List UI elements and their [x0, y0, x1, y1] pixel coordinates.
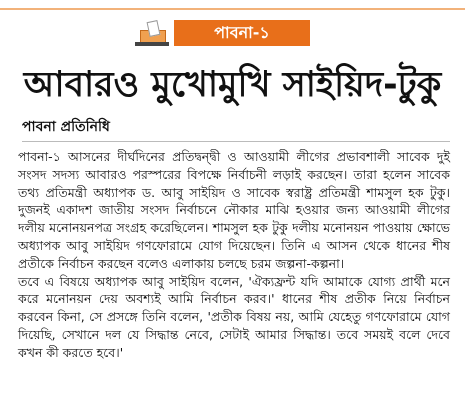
ballot-box-icon — [132, 18, 174, 48]
section-badge — [132, 18, 322, 48]
article-body — [18, 148, 450, 362]
article-paragraph-1: পাবনা-১ আসনের দীর্ঘদিনের প্রতিদ্বন্দ্বী ও আওয়ামী লীগের প্রভাবশালী সাবেক দুই সংসদ সদস্য আবারও পরস্পরের বিপক্ষে নির্বাচনী লড়াই করছেন। তারা হলেন সাবেক তথ্য প্রতিমন্ত্রী অধ্যাপক ড. আবু সাইয়িদ ও সাবেক স্বরাষ্ট্র প্রতিমন্ত্রী শামসুল হক টুকু। দুজনই একাদশ জাতীয় সংসদ নির্বাচনে নৌকার মাঝি হওয়ার জন্য আওয়ামী লীগের দলীয় মনোনয়নপত্র সংগ্রহ করেছিলেন। শামসুল হক টুকু দলীয় মনোনয়ন পাওয়ায় ক্ষোভে অধ্যাপক আবু সাইয়িদ গণফোরামে যোগ দিয়েছেন। তিনি এ আসন থেকে ধানের শীষ প্রতীকে নির্বাচন করছেন বলেও এলাকায় চলছে চরম জল্পনা-কল্পনা। — [18, 149, 450, 271]
headline: আবারও মুখোমুখি সাইয়িদ-টুকু — [23, 65, 442, 105]
section-label: পাবনা-১ — [174, 20, 310, 46]
byline-divider — [22, 141, 450, 142]
byline: পাবনা প্রতিনিধি — [22, 119, 110, 135]
top-border-strip — [0, 0, 465, 10]
article-paragraph-2: তবে এ বিষয়ে অধ্যাপক আবু সাইয়িদ বলেন, 'ঐক্যফ্রন্ট যদি আমাকে যোগ্য প্রার্থী মনে করে মনোনয়ন দেয় অবশ্যই আমি নির্বাচন করব।' ধানের শীষ প্রতীক নিয়ে নির্বাচন করবেন কিনা, সে প্রসঙ্গে তিনি বলেন, 'প্রতীক বিষয় নয়, আমি যেহেতু গণফোরামে যোগ দিয়েছি, সেখানে দল যে সিদ্ধান্ত নেবে, সেটাই আমার সিদ্ধান্ত। তবে সময়ই বলে দেবে কখন কী করতে হবে।' — [18, 273, 450, 360]
